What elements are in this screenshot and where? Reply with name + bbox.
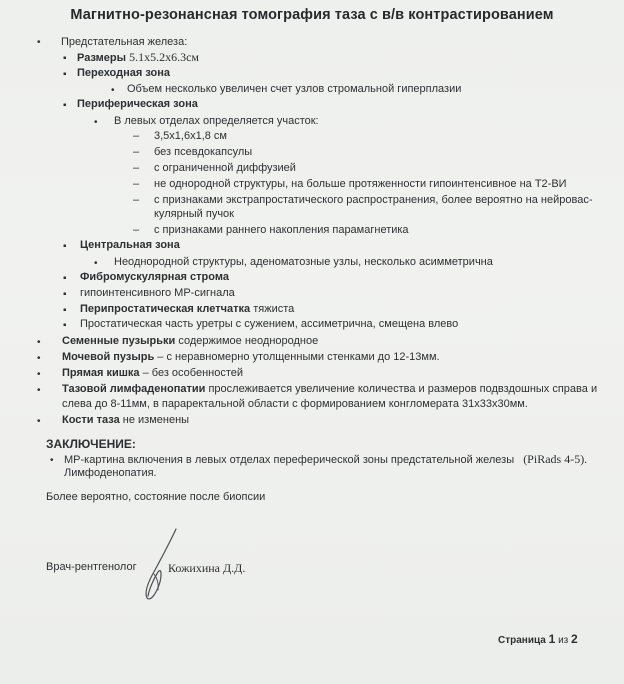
square-bullet-icon: ▪ [63,69,67,80]
bullet-icon: • [37,416,41,427]
bullet-icon: • [37,353,41,364]
pirads-score: (PiRads 4-5). [523,452,588,466]
square-bullet-icon: ▪ [63,273,67,284]
lymph-continuation: слева до 8-11мм, в параректальной области с формированием конгломерата 31х33х30мм. [62,398,528,410]
peripheral-item: не однородной структуры, на больше протяженности гипоинтенсивное на Т2-ВИ [154,178,567,190]
square-bullet-icon: ▪ [63,241,67,252]
conclusion-note: Более вероятно, состояние после биопсии [46,491,266,503]
lymph-value: прослеживается увеличение количества и размеров подвздошных справа и [208,383,598,395]
conclusion-line-2: Лимфоденопатия. [64,467,157,479]
dash-icon: – [133,146,140,158]
peripheral-item: с признаками раннего накопления парамагнетика [154,224,409,236]
peripheral-item: 3,5х1,6х1,8 см [154,130,227,142]
seminal-label: Семенные пузырьки [62,335,176,347]
lymph-label: Тазовой лимфаденопатии [62,383,206,395]
bladder-value: – с неравномерно утолщенными стенками до 12-13мм. [157,351,440,363]
periprostatic-row [80,303,294,316]
sizes-row [77,51,199,65]
square-bullet-icon: ▪ [63,305,67,316]
periprostatic-label: Перипростатическая клетчатка [80,303,251,315]
doctor-role-label: Врач-рентгенолог [46,561,137,573]
bullet-icon: • [37,337,41,348]
rectum-label: Прямая кишка [62,367,140,379]
bones-value: не изменены [122,414,190,426]
seminal-value: содержимое неоднородное [178,335,319,347]
central-zone-text: Неоднородной структуры, аденоматозные узлы, несколько асимметрична [114,256,493,268]
dash-icon: – [133,162,140,174]
lymph-row [62,383,597,396]
bullet-icon: • [37,369,41,380]
peripheral-item: с ограниченной диффузией [154,162,296,174]
rectum-row [62,367,243,380]
bullet-icon: • [94,117,98,128]
dash-icon: – [133,194,140,206]
dash-icon: – [133,130,140,142]
bullet-icon: • [37,385,41,396]
bullet-icon: • [37,37,41,48]
square-bullet-icon: ▪ [63,100,67,111]
page-prefix: Страница [498,635,546,646]
dash-icon: – [133,178,140,190]
peripheral-zone-heading: Периферическая зона [77,98,198,110]
page-of: из [558,635,569,646]
bullet-icon: • [50,455,54,466]
page-number [498,632,578,646]
square-bullet-icon: ▪ [63,320,67,331]
bladder-row [62,351,440,364]
doctor-name: Кожихина Д.Д. [168,561,246,575]
bullet-icon: • [111,85,115,96]
bladder-label: Мочевой пузырь [62,351,155,363]
fibro-stroma-heading: Фибромускулярная строма [80,271,229,283]
bullet-icon: • [94,258,98,269]
page-current: 1 [548,632,556,646]
conclusion-line [64,453,587,467]
bones-row [62,414,189,427]
seminal-row [62,335,318,348]
page-total: 2 [571,632,578,646]
bones-label: Кости таза [62,414,120,426]
page-title: Магнитно-резонансная томография таза с в/в контрастированием [70,7,554,23]
conclusion-text: МР-картина включения в левых отделах переферической зоны предстательной железы [64,454,515,466]
transition-zone-heading: Переходная зона [77,67,171,79]
urethra-text: Простатическая часть уретры с сужением, ассиметрична, смещена влево [80,318,459,330]
peripheral-intro: В левых отделах определяется участок: [114,115,319,127]
peripheral-item: с признаками экстрапростатического распространения, более вероятно на нейровас- [154,194,593,206]
sizes-value: 5.1х5.2х6.3см [129,50,199,64]
square-bullet-icon: ▪ [63,289,67,300]
transition-zone-text: Объем несколько увеличен счет узлов стромальной гиперплазии [127,83,462,95]
central-zone-heading: Центральная зона [80,239,180,251]
fibro-stroma-text: гипоинтенсивного МР-сигнала [80,287,235,299]
periprostatic-value: тяжиста [253,303,295,315]
square-bullet-icon: ▪ [63,53,67,64]
dash-icon: – [133,224,140,236]
peripheral-item: без псевдокапсулы [154,146,253,158]
peripheral-item-continuation: кулярный пучок [154,208,234,220]
rectum-value: – без особенностей [142,367,244,379]
section-prostate: Предстательная железа: [61,36,188,48]
sizes-label: Размеры [77,52,127,64]
conclusion-heading: ЗАКЛЮЧЕНИЕ: [46,437,136,451]
